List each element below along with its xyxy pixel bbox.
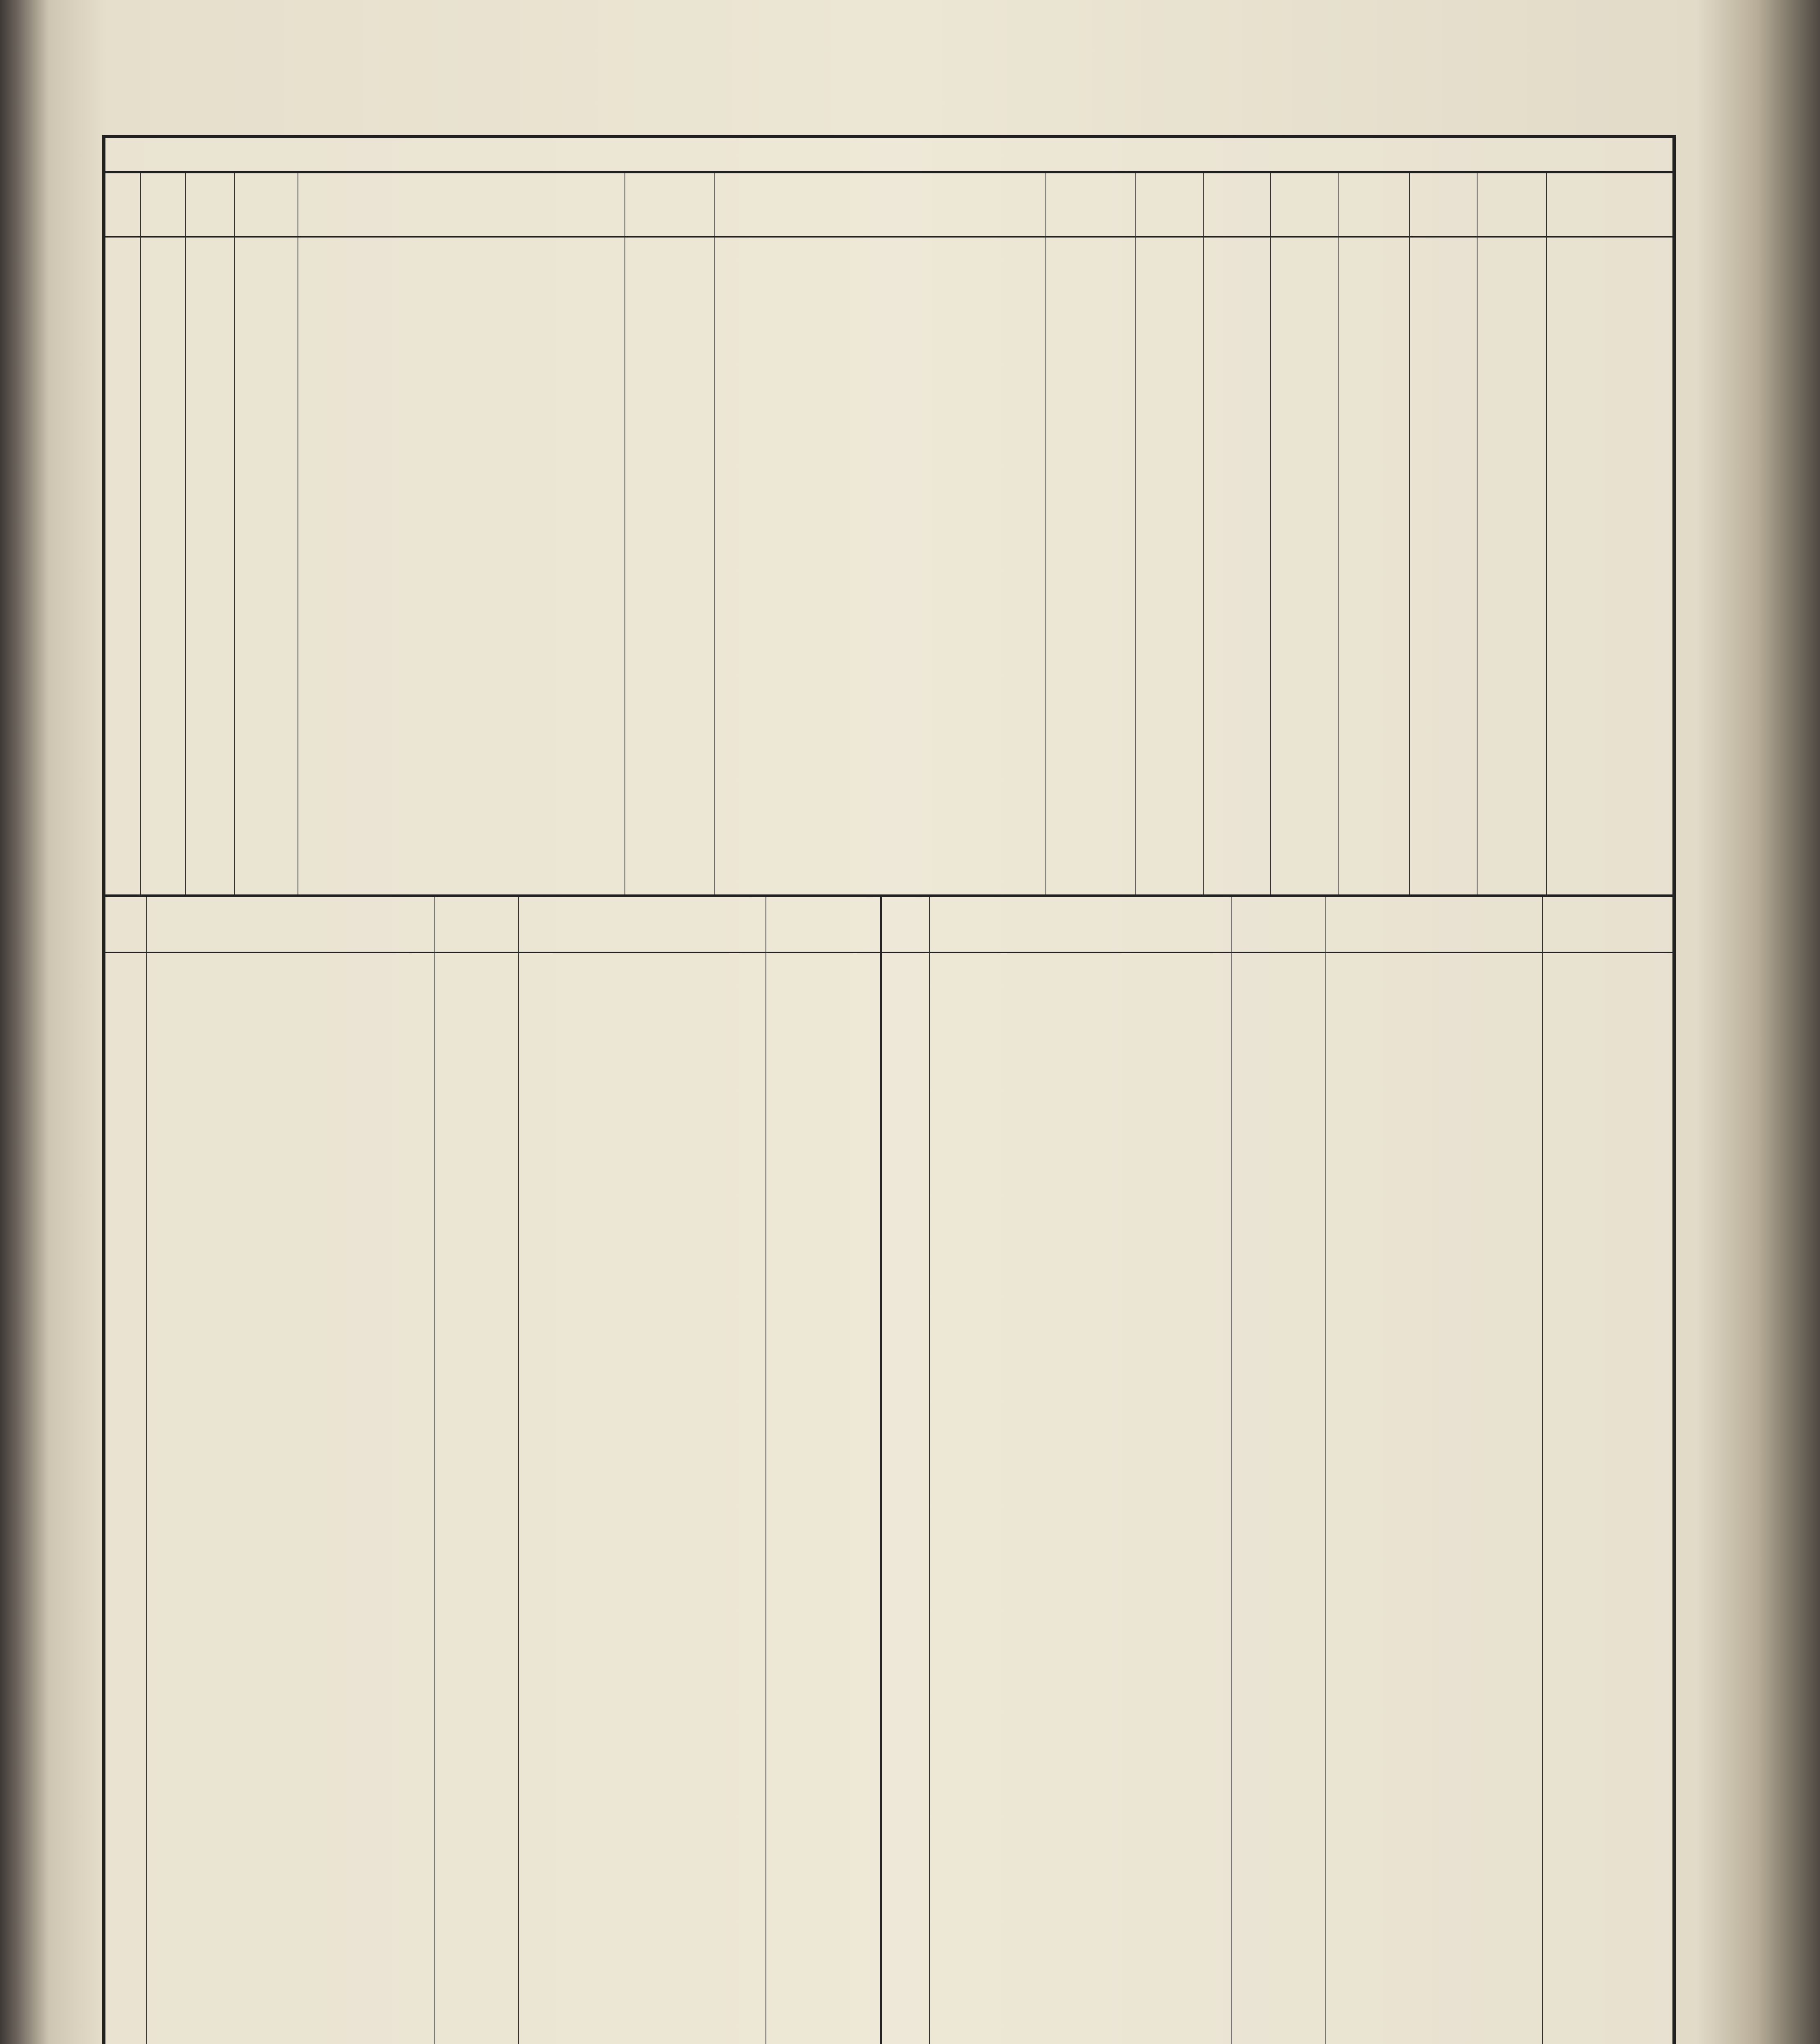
column-line <box>1045 173 1046 894</box>
column-line <box>1135 173 1136 894</box>
column-line <box>140 173 141 894</box>
column-line <box>518 897 519 2044</box>
column-line <box>1270 173 1271 894</box>
column-line <box>1231 897 1232 2044</box>
column-line <box>1546 173 1547 894</box>
column-line <box>929 897 930 2044</box>
column-line <box>185 173 186 894</box>
column-line <box>234 173 235 894</box>
column-line <box>1409 173 1410 894</box>
column-line <box>1203 173 1204 894</box>
column-line <box>1338 173 1339 894</box>
stock-listing-page <box>102 135 1676 2044</box>
bottom-column-lines <box>105 897 1672 2044</box>
column-line <box>434 897 435 2044</box>
column-line <box>146 897 147 2044</box>
column-line <box>880 897 882 2044</box>
column-line <box>1325 897 1326 2044</box>
column-line <box>714 173 715 894</box>
top-column-lines <box>105 173 1672 894</box>
column-line <box>1542 897 1543 2044</box>
